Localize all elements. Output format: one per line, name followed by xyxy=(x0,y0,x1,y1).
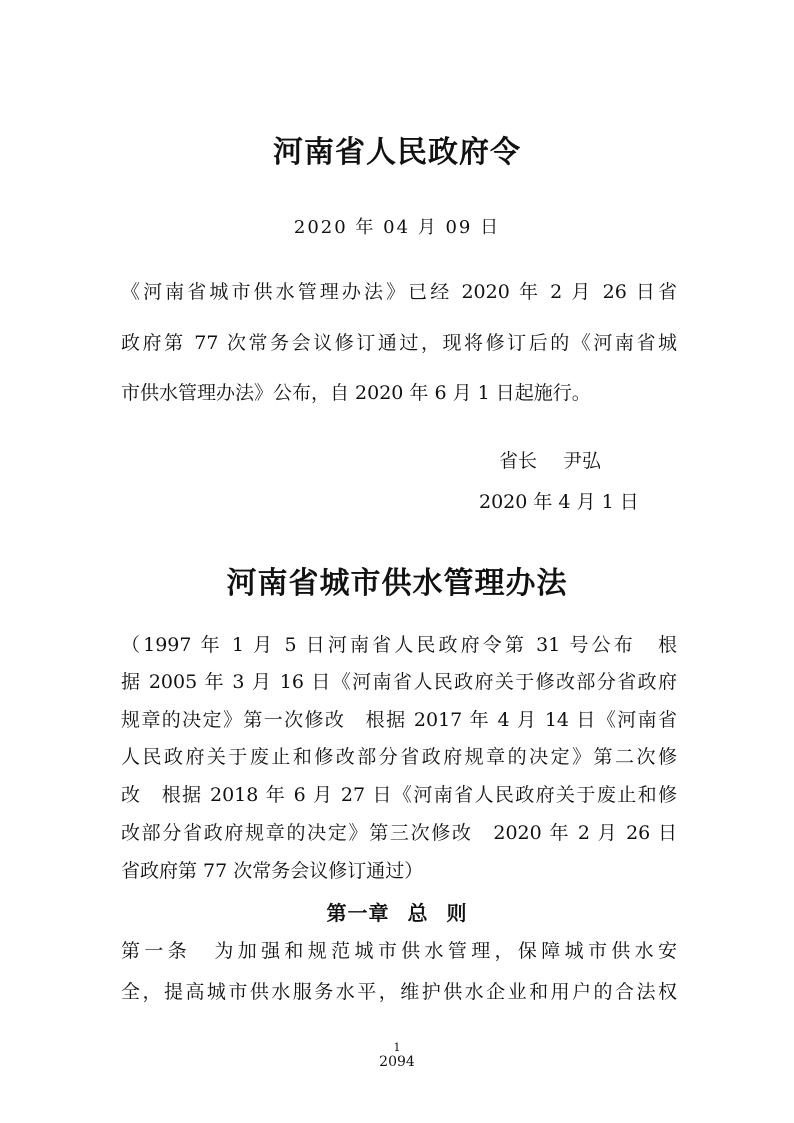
chapter-number: 第一章 xyxy=(326,901,390,925)
chapter-title-part: 总 xyxy=(407,901,429,925)
order-date: 2020 年 04 月 09 日 xyxy=(293,217,501,238)
history-line: 人民政府关于废止和修改部分省政府规章的决定》第二次修 xyxy=(121,746,677,768)
signature-governor xyxy=(499,446,601,473)
history-line: （1997 年 1 月 5 日河南省人民政府令第 31 号公布 根 xyxy=(121,634,677,656)
order-title: 河南省人民政府令 xyxy=(273,135,521,170)
signature-name: 尹弘 xyxy=(563,450,602,472)
chapter-heading xyxy=(0,897,794,926)
history-line: 据 2005 年 3 月 16 日《河南省人民政府关于修改部分省政府 xyxy=(121,671,677,693)
order-paragraph-line: 政府第 77 次常务会议修订通过，现将修订后的《河南省城 xyxy=(121,332,677,354)
history-line: 省政府第 77 次常务会议修订通过） xyxy=(121,860,424,882)
article-line: 第一条 为加强和规范城市供水管理，保障城市供水安 xyxy=(121,940,677,962)
order-paragraph-line: 市供水管理办法》公布，自 2020 年 6 月 1 日起施行。 xyxy=(121,382,591,404)
signature-date: 2020 年 4 月 1 日 xyxy=(479,491,639,513)
signature-role: 省长 xyxy=(499,450,538,472)
page-number: 1 xyxy=(393,1041,401,1054)
chapter-title-part: 则 xyxy=(446,901,468,925)
history-line: 规章的决定》第一次修改 根据 2017 年 4 月 14 日《河南省 xyxy=(121,709,677,731)
law-title: 河南省城市供水管理办法 xyxy=(226,566,568,601)
history-line: 改 根据 2018 年 6 月 27 日《河南省人民政府关于废止和修 xyxy=(121,784,677,806)
history-line: 改部分省政府规章的决定》第三次修改 2020 年 2 月 26 日 xyxy=(121,822,677,844)
page-total: 2094 xyxy=(379,1054,415,1070)
article-line: 全，提高城市供水服务水平，维护供水企业和用户的合法权 xyxy=(121,981,677,1003)
order-paragraph-line: 《河南省城市供水管理办法》已经 2020 年 2 月 26 日省 xyxy=(121,281,677,303)
